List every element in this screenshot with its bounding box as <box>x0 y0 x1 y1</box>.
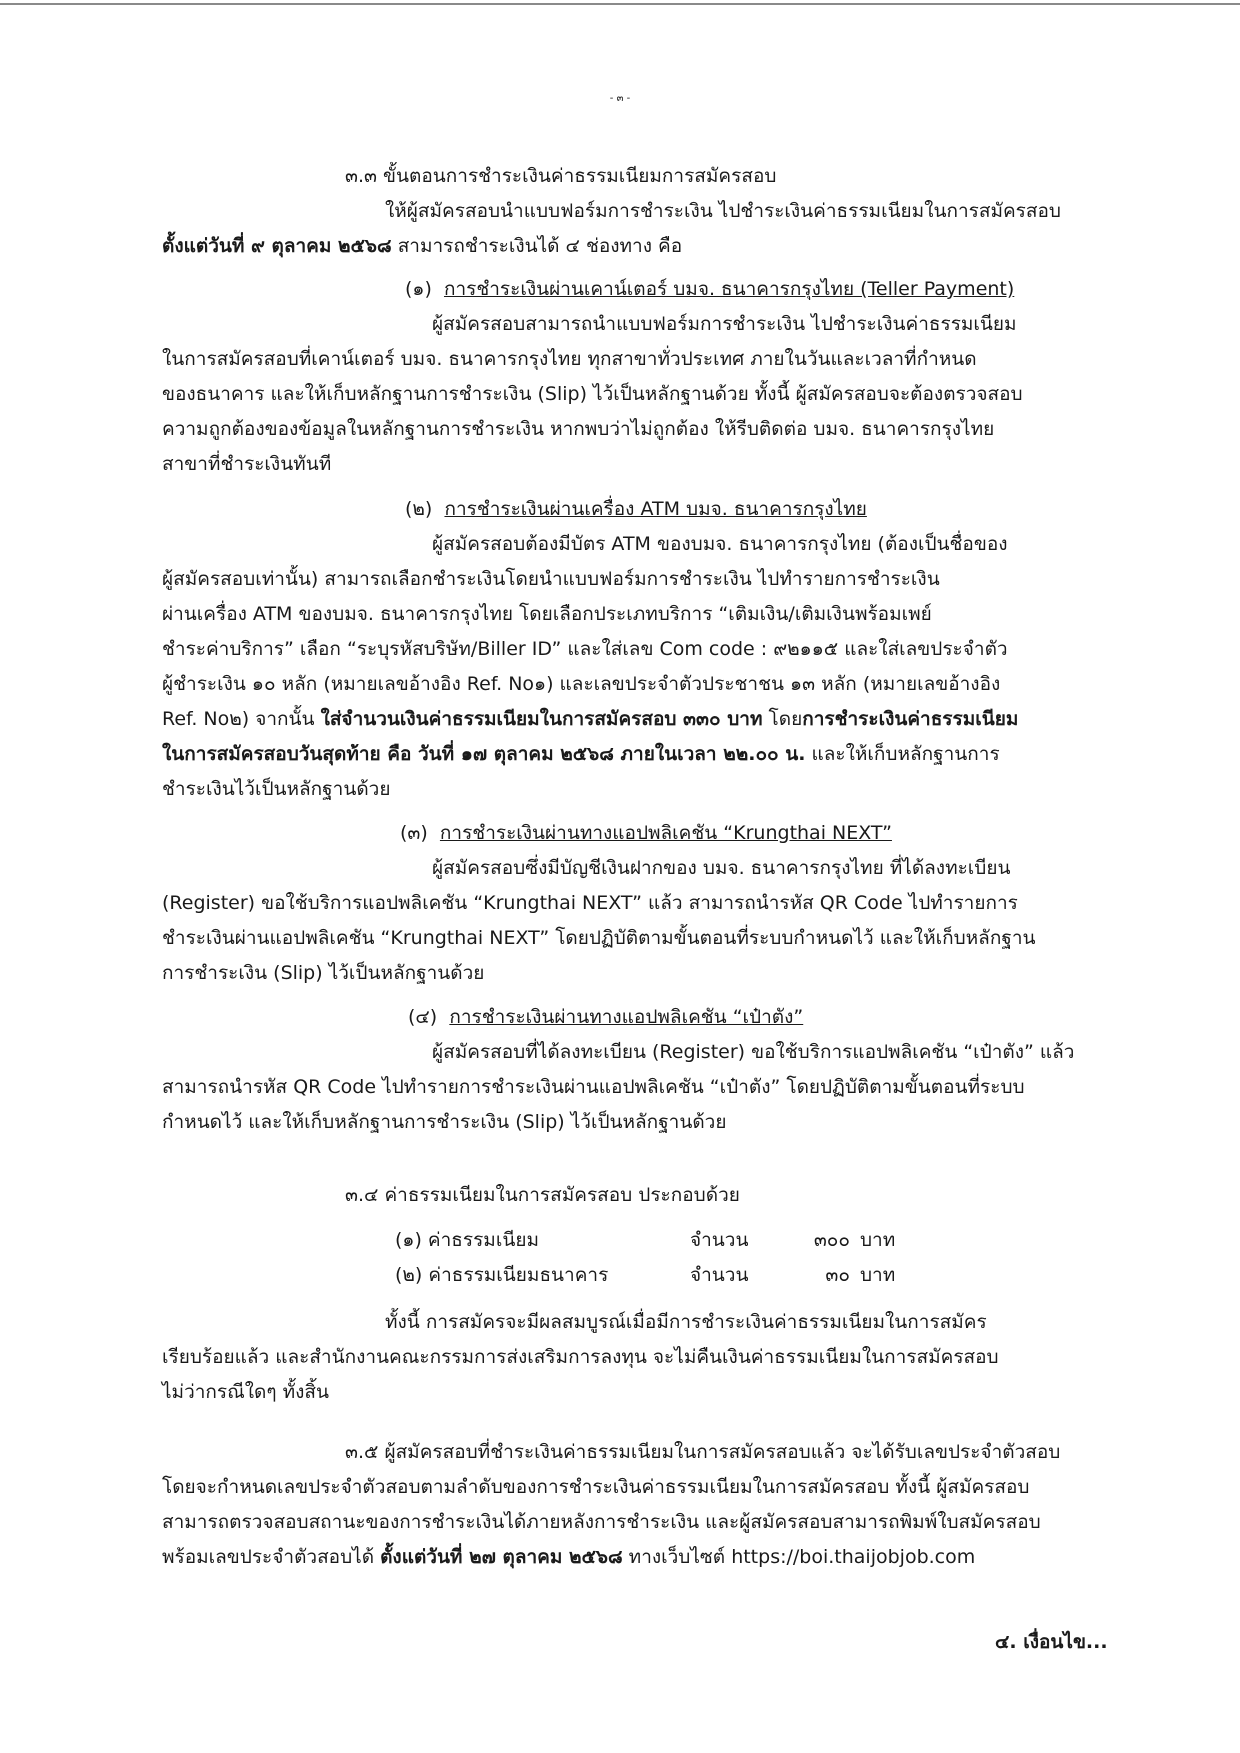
fee-unit: บาท <box>860 1229 896 1251</box>
bank-fee-amount: ๓๐ <box>825 1264 850 1286</box>
method-4-title: การชำระเงินผ่านทางแอปพลิเคชัน “เป๋าตัง” <box>449 1006 804 1028</box>
section-3-5-line-2: โดยจะกำหนดเลขประจำตัวสอบตามลำดับของการชำระเงินค่าธรรมเนียมในการสมัครสอบ ทั้งนี้ ผู้สมัครสอบ <box>162 1476 1030 1498</box>
method-2-line-7 <box>162 741 1000 767</box>
method-2-number: (๒) <box>405 498 433 520</box>
bank-fee-unit: บาท <box>860 1264 896 1286</box>
method-4-line-3: กำหนดไว้ และให้เก็บหลักฐานการชำระเงิน (Slip) ไว้เป็นหลักฐานด้วย <box>162 1111 727 1133</box>
method-1-line-1: ผู้สมัครสอบสามารถนำแบบฟอร์มการชำระเงิน ไปชำระเงินค่าธรรมเนียม <box>432 313 1017 335</box>
website-text: ทางเว็บไซต์ https://boi.thaijobjob.com <box>622 1546 976 1568</box>
method-1-line-5: สาขาที่ชำระเงินทันที <box>162 453 332 475</box>
bank-fee-qty-label: จำนวน <box>690 1264 749 1286</box>
section-3-5-line-1: ๓.๕ ผู้สมัครสอบที่ชำระเงินค่าธรรมเนียมในการสมัครสอบแล้ว จะได้รับเลขประจำตัวสอบ <box>345 1441 1061 1463</box>
method-1-line-3: ของธนาคาร และให้เก็บหลักฐานการชำระเงิน (Slip) ไว้เป็นหลักฐานด้วย ทั้งนี้ ผู้สมัครสอบจะต้องตรวจสอบ <box>162 383 1023 405</box>
method-2-line-6 <box>162 706 1018 732</box>
method-2-line-3: ผ่านเครื่อง ATM ของบมจ. ธนาคารกรุงไทย โดยเลือกประเภทบริการ “เติมเงิน/เติมเงินพร้อมเพย์ <box>162 603 932 625</box>
method-2-line-2: ผู้สมัครสอบเท่านั้น) สามารถเลือกชำระเงินโดยนำแบบฟอร์มการชำระเงิน ไปทำรายการชำระเงิน <box>162 568 940 590</box>
method-3-number: (๓) <box>400 822 428 844</box>
start-date: ตั้งแต่วันที่ ๙ ตุลาคม ๒๕๖๘ <box>162 235 392 257</box>
section-3-5-line-3: สามารถตรวจสอบสถานะของการชำระเงินได้ภายหลังการชำระเงิน และผู้สมัครสอบสามารถพิมพ์ใบสมัครสอบ <box>162 1511 1041 1533</box>
method-2-title: การชำระเงินผ่านเครื่อง ATM บมจ. ธนาคารกรุงไทย <box>444 498 867 520</box>
section-3-5-line-4 <box>162 1544 975 1570</box>
method-4-line-1: ผู้สมัครสอบที่ได้ลงทะเบียน (Register) ขอใช้บริการแอปพลิเคชัน “เป๋าตัง” แล้ว <box>432 1041 1075 1063</box>
method-3-line-1: ผู้สมัครสอบซึ่งมีบัญชีเงินฝากของ บมจ. ธนาคารกรุงไทย ที่ได้ลงทะเบียน <box>432 857 1011 879</box>
method-2-line-5: ผู้ชำระเงิน ๑๐ หลัก (หมายเลขอ้างอิง Ref. No๑) และเลขประจำตัวประชาชน ๑๓ หลัก (หมายเลขอ้างอิง <box>162 673 1001 695</box>
method-3-heading <box>400 820 892 846</box>
deadline-lead: การชำระเงินค่าธรรมเนียม <box>802 708 1019 730</box>
method-3-line-3: ชำระเงินผ่านแอปพลิเคชัน “Krungthai NEXT” โดยปฏิบัติตามขั้นตอนที่ระบบกำหนดไว้ และให้เก็บหลักฐาน <box>162 927 1036 949</box>
section-3-3-intro-line-1: ให้ผู้สมัครสอบนำแบบฟอร์มการชำระเงิน ไปชำระเงินค่าธรรมเนียมในการสมัครสอบ <box>385 200 1061 222</box>
print-text: พร้อมเลขประจำตัวสอบได้ <box>162 1546 381 1568</box>
method-1-title: การชำระเงินผ่านเคาน์เตอร์ บมจ. ธนาคารกรุงไทย (Teller Payment) <box>443 278 1015 300</box>
intro-rest: สามารถชำระเงินได้ ๔ ช่องทาง คือ <box>391 235 683 257</box>
deadline-rest: และให้เก็บหลักฐานการ <box>805 743 1000 765</box>
method-2-line-8: ชำระเงินไว้เป็นหลักฐานด้วย <box>162 778 391 800</box>
method-1-line-2: ในการสมัครสอบที่เคาน์เตอร์ บมจ. ธนาคารกรุงไทย ทุกสาขาทั่วประเทศ ภายในวันและเวลาที่กำหนด <box>162 348 977 370</box>
method-1-heading <box>405 276 1014 302</box>
bank-fee-label: (๒) ค่าธรรมเนียมธนาคาร <box>395 1264 609 1286</box>
method-2-heading <box>405 496 867 522</box>
method-3-line-4: การชำระเงิน (Slip) ไว้เป็นหลักฐานด้วย <box>162 962 485 984</box>
next-page-marker: ๔. เงื่อนไข... <box>995 1631 1108 1653</box>
ref-text: Ref. No๒) จากนั้น <box>162 708 321 730</box>
fee-label: (๑) ค่าธรรมเนียม <box>395 1229 539 1251</box>
method-4-heading <box>408 1004 803 1030</box>
fee-amount-instruction: ใส่จำนวนเงินค่าธรรมเนียมในการสมัครสอบ ๓๓๐ บาท <box>320 708 763 730</box>
method-3-title: การชำระเงินผ่านทางแอปพลิเคชัน “Krungthai NEXT” <box>439 822 892 844</box>
method-2-line-1: ผู้สมัครสอบต้องมีบัตร ATM ของบมจ. ธนาคารกรุงไทย (ต้องเป็นชื่อของ <box>432 533 1008 555</box>
section-3-4-note-2: เรียบร้อยแล้ว และสำนักงานคณะกรรมการส่งเสริมการลงทุน จะไม่คืนเงินค่าธรรมเนียมในการสมัครสอบ <box>162 1346 999 1368</box>
method-4-number: (๔) <box>408 1006 438 1028</box>
fee-amount: ๓๐๐ <box>813 1229 850 1251</box>
section-3-3-heading: ๓.๓ ขั้นตอนการชำระเงินค่าธรรมเนียมการสมัครสอบ <box>345 165 777 187</box>
payment-deadline: ในการสมัครสอบวันสุดท้าย คือ วันที่ ๑๗ ตุลาคม ๒๕๖๘ ภายในเวลา ๒๒.๐๐ น. <box>162 743 806 765</box>
method-1-number: (๑) <box>405 278 432 300</box>
method-4-line-2: สามารถนำรหัส QR Code ไปทำรายการชำระเงินผ่านแอปพลิเคชัน “เป๋าตัง” โดยปฏิบัติตามขั้นตอนที่ระบบ <box>162 1076 1025 1098</box>
section-3-4-note-1: ทั้งนี้ การสมัครจะมีผลสมบูรณ์เมื่อมีการชำระเงินค่าธรรมเนียมในการสมัคร <box>385 1311 987 1333</box>
section-3-3-intro-line-2 <box>162 233 682 259</box>
section-3-4-heading: ๓.๔ ค่าธรรมเนียมในการสมัครสอบ ประกอบด้วย <box>345 1184 740 1206</box>
method-2-line-4: ชำระค่าบริการ” เลือก “ระบุรหัสบริษัท/Biller ID” และใส่เลข Com code : ๙๒๑๑๕ และใส่เลขประจำตัว <box>162 638 1008 660</box>
print-start-date: ตั้งแต่วันที่ ๒๗ ตุลาคม ๒๕๖๘ <box>380 1546 623 1568</box>
method-1-line-4: ความถูกต้องของข้อมูลในหลักฐานการชำระเงิน หากพบว่าไม่ถูกต้อง ให้รีบติดต่อ บมจ. ธนาคารกรุงไทย <box>162 418 995 440</box>
fee-qty-label: จำนวน <box>690 1229 749 1251</box>
connector-text: โดย <box>762 708 803 730</box>
page-number: - ๓ - <box>609 93 631 104</box>
method-3-line-2: (Register) ขอใช้บริการแอปพลิเคชัน “Krungthai NEXT” แล้ว สามารถนำรหัส QR Code ไปทำรายการ <box>162 892 1018 914</box>
section-3-4-note-3: ไม่ว่ากรณีใดๆ ทั้งสิ้น <box>162 1381 330 1403</box>
